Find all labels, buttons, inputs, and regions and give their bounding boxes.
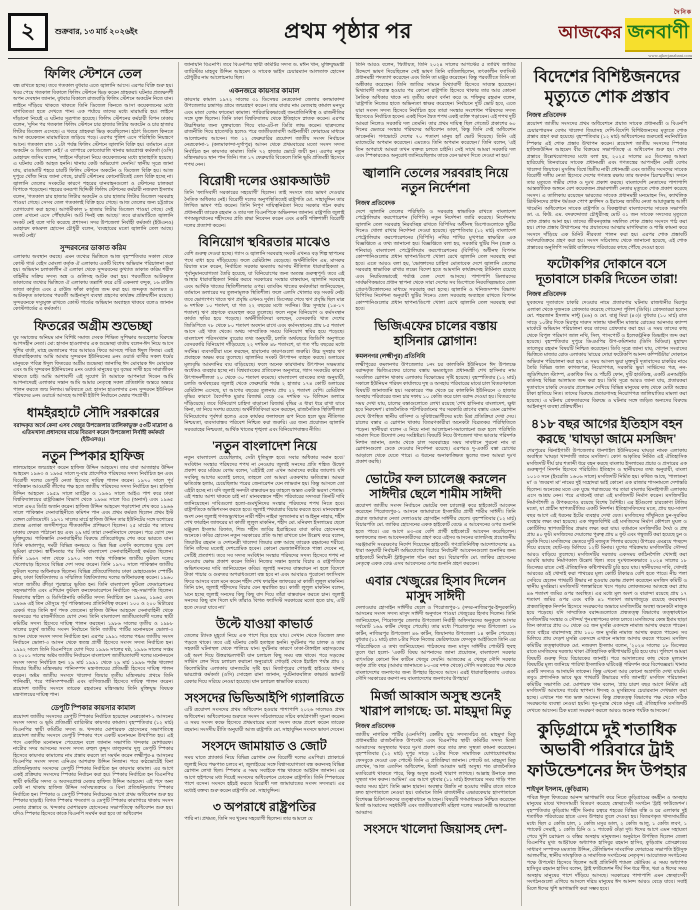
article-paragraph: ত্রয়োদশ জাতীয় সংসদ নির্বাচনে ভোটের ফল চ্যালেঞ্জ করে হাইকোর্টে আবেদন করেছেন পিরোজপুর-১ আসনে জামায়াতে ইসলামীর প্রার্থী শামীম সাঈদী। তিনি প্রয়াত জামায়াত নেতা দেলাওয়ার হোসাইন সাঈদীর ছেলে। বৃহস্পতিবার (১২ মার্চ) বিচারপতি মো. জাকির হোসেনের একক হাইকোর্ট বেঞ্চে এ আবেদনের ওপর শুনানি হতে পারে। এর আগে ৪৩-এর বেশি প্রার্থী হাইকোর্টে আবেদন করেছিলেন। ফলাফলের জন্য আবেদনকারীদের গ্রহণ করে এইসব আসনের ব্যালটসহ প্রয়োজনীয় সরঞ্জামাদি সংরক্ষণের নির্দেশ দিয়েছেন হাইকোর্ট। গণপ্রতিনিধিত্ব আদেশাদেশের ৪৯ ধারা অনুযায়ী নির্বাচনী অভিযোগের বিচারে 'নির্বাচনী' আবেদনগুলো শুনানির জন্য হাইকোর্টে নির্বাচনী ট্রাইব্যুনাল গঠন করা হয়। বিচারপতি মো. জাকির হোসেনের নেতৃত্বে একক বেঞ্চ এসব আবেদনের ওপর শুনানি গ্রহণ করবেন। <box>355 503 516 567</box>
article-paragraph: বন্ধ রাখতে হচ্ছে। তবে গতকাল বুধবার এতে জ্বালানি আসে। এরপর বিক্রি শুরু হয়। খবর পেয়ে গতকাল বিকালে ফিলিং স্টেশনে ভিড় করেন গ্রাহকরা। ঘটনার প্রত্যক্ষদর্শী অপন দেবস্থান জানান, বুধবার বিকালে রাজবাড়ি ফিলিং স্টেশনে অকটেন নিতে যান। লাইনে দাঁড়িয়ে থাকতে থাকতে তিনি ডিজেল কিনতে আসা কয়েকজনের মধ্যে বাগবিতণ্ডা হতে দেখতে পান। এক পর্যায়ে তাদের মধ্যে মারামারি হয়। লাইনে দাঁড়ানো নিয়েই এ ঘটনার সূত্রপাত হয়েছে। ফিলিং স্টেশনের কর্মচারী বিপন ঢাকায় বলেন, 'দুদিন পর গতকাল ফিলিং স্টেশনে চার হাজার লিটার অকটেন ও চার হাজার লিটার ডিজেল এসেছে। এ খবরে গ্রাহকরা ভিড় করেছিলেন। হঠাৎ ডিজেল কিনতে আসা কয়েকজন মারামারিতে জড়িয়ে পড়ে। এরপর পুলিশ এসে পরিস্থিতি নিয়ন্ত্রণে আনে। গতকাল রাত ১১টা পর্যন্ত ফিলিং স্টেশনে জ্বালানি বিক্রি হয়। বর্তমানে এতে অকটেন ও ডিজেল নেই।' এ ব্যাপারে কোতোয়ালি থানার ভারপ্রাপ্ত কর্মকর্তা (ওসি) মোহাম্মদ জসিম বলেন, 'লাইনে দাঁড়ানো নিয়ে কয়েকজনের মধ্যে হাতাহাতি হয়েছে। এ ঘটনায় কেউ আহত হননি। থানায় কেউ অভিযোগ দেননি।' স্থানীয় সূত্রে জানা যায়, রাঙামাটি শহরে চারটি ফিলিং স্টেশনে অকটেন ও ডিজেল বিক্রি হয়। আজ দুপুরে খোঁজ নিয়ে জানা গেছে, চারটি স্টেশনের কোনোটিতেই তেল বিক্রি হচ্ছে না। জ্বালানি তেলের সংকটের কারণে শহরের যানবাহনগুলো ও স্টেশনের চালকরা বিপাকে পড়েছেন। শহরের বনরূপা ছিদ্দিকী ফিলিং স্টেশনের কর্মচারী নজরুল ইসলাম বলেন, 'গতকাল চার হাজার লিটার অকটেন ও চার হাজার লিটার ডিজেল সরবরাহ পাওয়া গেছে। সেসব তেল গতকালই বিক্রি হয়ে গেছে। আজ তেলের জন্য চট্টগ্রামে যোগাযোগ করা হচ্ছে। আগামীকাল ৮ হাজার লিটার ডিজেল পাওয়া গেছে। সেই তেল এখনো এসে পৌঁছায়নি। আট দিনই বন্ধ আছে।' তবে রাঙামাটিতে জ্বালানি সংকট নেই বলে দাবি করেছে প্রশাসন। সদর উপজেলা নির্বাহী কর্মকর্তা (ইউএনও) মোহাম্মদ কামরুল হোসেন চৌধুরী বলেন, 'ব্যবহারের মতো জ্বালানি তেল আছে। সংকট নেই।' <box>13 84 174 239</box>
article-headline-large: কুড়িগ্রামে দুই শতাধিক অভাবী পরিবারে ট্রাই ফাউন্ডেশনের ঈদ উপহার <box>527 720 687 780</box>
article-paragraph: সময় ঘাতে প্ল্যাকার্ড নিয়ে বিভিন্ন স্লোগান দেন বিরোধী দলের এমপিরা। প্ল্যাকার্ডে জুলাই নিয়ে পক্ষপাত চলবে না, জুলাইয়ের সঙ্গে বিশ্বাসযোগ্যতা বন্ধ করুনসহ বিভিন্ন স্লোগান লেখা ছিল। স্পিকার এ সময় সবাইকে শান্ত থাকতে আহ্বান জানান। এর আগে হুইপদের মধ্য দিয়েই সংসদের অধিবেশনে ঢোকেন রাষ্ট্রপতি। তিনি স্পিকারের পাশে বসেন। সংসদে হইচই করতে বিরোধী দল জামায়াতের সংসদ সদস্যরা। এর মধ্যেই বক্তব্য শুরু করেন রাষ্ট্রপতি মো. সাহাবুদ্দিন। <box>184 756 345 794</box>
article-paragraph: দেশে জ্বালানি তেলের পরিস্থিতি ও সরবরাহ স্বাভাবিক রাখতে বাংলাদেশ পেট্রোলিয়াম করপোরেশন (বিপিসি) নতুন নির্দেশনা জারি করেছে। নির্দেশনায় জ্বালানি তেল সরবরাহ নিরবচ্ছিন্ন রাখতে বিপিসির অধীনস্থ ডিপোগুলোকে ছুটির দিনেও খোলা রাখার নির্দেশনা দেওয়া হয়েছে। বৃহস্পতিবার (১২ মার্চ) বাংলাদেশ পেট্রোলিয়াম করপোরেশনের (বিপিসি) নথির শাখির মুখপাত্র স্বাক্ষরিত এক বিজ্ঞপ্তিতে এ তথ্য জানানো হয়। বিজ্ঞপ্তিতে বলা হয়, সরকারি ছুটির দিন (শুক্র ও শনিবার) বাংলাদেশ পেট্রোলিয়াম করপোরেশনের (বিপিসি) অধীনস্থ বিপণন কোম্পানিগুলোর প্রধান স্থাপনা/ডিপো খোলা রেখে জ্বালানি তেল সরবরাহ করা হবে। এতে আরও বলা হয়, 'ভোক্তাদের চাহিদা মোতাবেক দেশে জ্বালানি তেলের সরবরাহ স্বাভাবিক রাখার লক্ষ্যে বিদেশ হতে আমদানি কার্যক্রমসহ টার্মিনাল রয়েছে এবং নিয়মিতভাবেই পর্যাপ্ত তেল দেশে আসছে। পাশাপাশি ডিলারদের সার্বক্ষণিকভাবে প্রধান স্থাপনা থেকে সারা দেশের সব ডিপোতে নিরবচ্ছিন্নভাবে তেল প্রেরণ/উত্তোলনের মাধ্যমে সরবরাহ করা হচ্ছে। জ্বালানি ও খনিজসম্পদ বিভাগ/বিপিসির নির্দেশনা অনুযায়ী ছুটির দিনেও তেল সরবরাহ অব্যাহত রাখতে বিপণন কোম্পানিগুলোর প্রধান স্থাপনা/ডিপো খোলা রেখে জ্বালানি তেল সরবরাহ করা হবে। <box>355 209 516 312</box>
article-headline: ধামইরহাটে সৌদি সরকারের <box>26 405 160 420</box>
article-headline: বিরোধী দলের ওয়াকআউট <box>199 174 330 188</box>
article-headline: ফিলিং স্টেশনে তেল <box>44 67 142 81</box>
article-paragraph: বেশি গুরুত্ব দেওয়া হচ্ছে। গ্যাস ও জ্বালানি সরবরাহ সংকট এখনও বড় শিল্প স্থাপনের পথে বাধা হয়ে দাঁড়িয়েছে। ফলে রেমিট্যান্স বেড়েছে। অর্থনীতিবিদ এম. মাসরুর রিয়াজ মনে করেন, নির্বাচিত সরকার ক্ষমতায় আসায় নীতিগত ধারাবাহিকতা ও পূর্বানুমানযোগ্যতা তৈরি হয়েছে, যা বিনিয়োগের জন্য অত্যন্ত গুরুত্বপূর্ণ। তবে এই আস্থার ধারাবাহিকতা নির্ভর করবে সরকারের সংস্কার বাস্তবায়ন, জ্বালানি সরবরাহ এবং আর্থিক খাতের স্থিতিশীলতার ওপর। ব্যাংকিং খাতের কর্মকর্তারা জানিয়েছেন, বর্তমানে ডলারের দর তুলনামূলক স্থিতিশীল। ফলে এলসি খোলার বড় সংকট নেই। তবে ভোগ্যপণ্য খাতে ঋণ প্রবৃদ্ধি এখনও দুর্বল। ডিসেম্বর শেষে ঋণ প্রবৃদ্ধি ছিল মাত্র ৬ দশমিক ১০ শতাংশ, যা গত ২২ বছরের মধ্যে সর্বনিম্ন। উচ্চ সুদহার (১৪-১৭ শতাংশ) ঋণ গ্রহণকে ব্যয়বহুল করে তুলেছে। ফলে নতুন বিনিয়োগ ও কর্মসংস্থান কার্যত স্থবির হয়ে পড়েছে। অর্থনীতিবিদরা বলছেন, বেসরকারি খাত দেশের জিডিপিতে ৭৮ থেকে ৮০ শতাংশ অবদান রাখে এবং কর্মসংস্থানের প্রায় ৮৫ শতাংশ আসে এই খাত থেকে। অথচ সাম্প্রতিক সময়ে বিনিয়োগ স্থবির হয়ে পড়েছে। বাংলাদেশ পরিসংখ্যান ব্যুরোর তথ্য অনুযায়ী, চলতি অর্থবছরে জিডিপি অনুপাতে বেসরকারি বিনিয়োগ দাঁড়িয়েছে ২২ দশমিক ৪৮ শতাংশে, যা গত পাঁচ বছরের মধ্যে সর্বনিম্ন। ব্যবসায়ীরা মনে করছেন, হারানোর কারণগুলো জরুরি। উচ্চ সুদহার ঋণ প্রবাহকে অক্ষম করে তুলেছে। জ্বালানির সংকট উৎপাদন ব্যাহত করছে। ডলারের মূল্যবৃদ্ধি আমদানির ব্যয় বাড়িয়েছে। ফলে অনেক কারখানায় উৎপাদন সক্ষমতার অর্ধেকও ব্যবহার হচ্ছে না। বিশ্বব্যাংকের প্রতিবেদন অনুসারে, গ্যাস সংকটের কারণে উৎপাদনশীলতা ২০ থেকে ৩০ শতাংশ কমেছে। বাংলাদেশ ব্যাংকের তথ্য অনুযায়ী, চলতি অর্থবছরের জুলাই থেকে ফেব্রুয়ারি পর্যন্ত ২ হাজার ১৭৪ কোটি ডলারের রেমিট্যান্স এসেছে, যা আগের বছরের তুলনায় প্রায় ২২ শতাংশ বেশি। রেমিট্যান্স বৃদ্ধির কারণে বৈদেশিক মুদ্রার রিজার্ভ বেড়ে ৩৪ দশমিক ৭৮ বিলিয়ন ডলারে দাঁড়িয়েছে। তবে বিনিয়োগ চাহিদা বাড়ানো রিজার্ভ বৃদ্ধির এ ধারা ধরে রাখা যাবে কিনা, তা নিয়ে সংশয় রয়েছে। অর্থনীতিবিদরা মনে করছেন, রাজনৈতিক স্থিতিশীলতা বিনিয়োগের পূর্বশর্ত হলেও একে কার্যকর ফলাফলে রূপ নিতে হলে ক্ষুদ্র নীতিগত নিশ্চয়তা, ব্যবসাবান্ধব পরিবেশ নিশ্চিত করা জরুরি। এর জন্য প্রয়োজন জ্বালানি সরবরাহের নিশ্চয়তা, আর্থিক খাতের শৃঙ্খলা এবং বিনিয়োগবান্ধব নীতি। <box>184 252 345 433</box>
article-headline: সংসদের ভিভিআইপি গ্যালারিতে <box>184 691 344 705</box>
page-number-box <box>8 13 48 51</box>
article-paragraph: লালমোহনে জন্মগ্রহণ করেন হাফিজ উদ্দিন আহমেদ। তার বাবা আজাহার উদ্দিন আহমেদ ১৯৬৩ ও ১৯৬৫ সালে দু-বার প্রাদেশিক পরিষদের সদস্য নির্বাচিত হন এবং বিরোধী দলের ডেপুটি নেতা হিসেবে দায়িত্ব পালন করেন। ১৯৭০ সালে পূর্ব পাকিস্তান আওয়ামী লীগের পক্ষ হতে জাতীয় পরিষদের সদস্য নির্বাচিত হন। হাফিজ উদ্দিন আহমেদ ১৯৫৯ সালে ম্যাট্রিক ও ১৯৬১ সালে আইএ পাশ করে ঢাকা বিশ্ববিদ্যালয়ের রাষ্ট্রবিজ্ঞান বিভাগ থেকে ১৯৬৪ সালে বিএ (অনার্স) এবং ১৯৬৫ সালে এমএ ডিগ্রি অর্জন করেন। হাফিজ উদ্দিন আহমেদ পড়াশোনা শেষ করে ১৯৬৬ সালে পাকিস্তান সেনাবাহিনীতে কমিশন পান এবং প্রথম কর্মরত ছিলেন প্রথম ইস্ট বেঙ্গল রেজিমেন্টে। ১৯৭১ সালের মার্চে হাফিজ উদ্দিন তার ইউনিটের সঙ্গে যশোরের প্রত্যন্ত এলাকা জগদীশপুরে শীতকালীন প্রশিক্ষণে ছিলেন। ২৫ মার্চের পর তাদের ঢাকায় ফেরত পাঠানো হয় এবং ২৯ মার্চ তারা সেনানিবাসে ফেরেন। পরে যোগ দেন মুক্তিযুদ্ধে। পাকিস্তানি সেনাবাহিনীর বিরুদ্ধে প্রতিরোধযুদ্ধ শেষ করে ভারতে যান। তিনি কামালপুর, দময়ী বিভিন্ন কনভয়ে ও ভিন্ন ভিন্ন এফসি কলেজের যুদ্ধে বেশ ভূমিকা রাখেন। স্বাধীনতার পর তিনি বাংলাদেশ সেনাবাহিনীতেই কর্মরত ছিলেন। তিনি ১৯৬৭ সাল থেকে ১৯৭০ সাল পর্যন্ত পাকিস্তান জাতীয় ফুটবল দলের খেলোয়াড় হিসেবে বিভিন্ন দেশ সফর করেন। তিনি ১৯৭০ সালে পাকিস্তান জাতীয় ফুটবল দলের অধিনায়ক ছিলেন। বিভিন্ন প্রতিযোগিতায় ঢাকা মোহামেডান স্পোর্টিং ক্লাব, ঢাকা বিশ্ববিদ্যালয় ও সম্মিলিত বিশ্ববিদ্যালয় দলের অধিনায়কত্ব করেন। ১৯৬০ সালে জাতীয় ক্রীড়া পুরস্কারে ভূষিত হন। তিনি বাংলাদেশ ফুটবল ফেডারেশনের সহসভাপতি এবং এশিয়ান ফুটবল কনফেডারেশনে নির্বাচিত সহ-সভাপতি ছিলেন। বিভাগের স্বপ্নিল ও ডিসিপ্লিনারি কমিটির সদস্য নির্বাচিত হন ১৯৬৪, ১৯৬৫ এবং ১৯৬৬ এই তিন মৌসুমে পূর্ব পাকিস্তানের প্রতিনিধিত্ব করেন। ১০০ ও ২০০ মিটারের রেকর্ড গড়ে তিনি স্বর্ণ পদক জেতেন। হাফিজ উদ্দিন আহমেদ সেনাবাহিনী থেকে অবসরের পর রাজনীতিতে যোগ দেন। তিনি বাংলাদেশ জাতীয়তাবাদী দলের স্থায়ী কমিটির সদস্য হিসেবে দায়িত্ব পালন করছেন। ১৯৮৬ সালের তৃতীয় ও ১৯৮৮ সালের চতুর্থ জাতীয় সংসদ নির্বাচনে তিনি জাতীয় পার্টির মনোনয়নে ভোলা-৩ আসন থেকে সংসদ সদস্য নির্বাচিত হন। এরপর ১৯৯১ সালের পঞ্চম জাতীয় সংসদ নির্বাচনে ভোলা-৩ আসন থেকে স্বতন্ত্র প্রার্থী হিসেবে সংসদ সদস্য নির্বাচিত হন। ১৯৯২ সালে তিনি বিএনপিতে যোগ দিয়ে ১৯৯৬ সালের ষষ্ঠ, ১৯৯৬ সালের সপ্তম ও ২০০১ সালের অষ্টম জাতীয় নির্বাচনে বাংলাদেশ জাতীয়তাবাদী দলের মনোনয়নে সংসদ সদস্য নির্বাচিত হন। ২৯ মার্চ ১৯৯১ থেকে ২৯ মার্চ ১৯৯৬ পর্যন্ত খালেদা জিয়ার দ্বিতীয় মন্ত্রিসভায় পানিসম্পদ মন্ত্রণালয়ের প্রতিমন্ত্রী হিসেবে দায়িত্ব পালন করেন। অষ্টম জাতীয় সংসদে খালেদা জিয়ার তৃতীয় মন্ত্রিসভায় প্রথমে তিনি পানিমন্ত্রী, পরে পানিসম্পদমন্ত্রী এবং বাণিজ্যমন্ত্রী হিসেবে দায়িত্ব পালন করেন। ত্রয়োদশ জাতীয় সংসদে তারেক রহমানের মন্ত্রিসভায় তিনি মুক্তিযুদ্ধ বিষয়ক মন্ত্রণালয়ের দায়িত্ব পান। <box>13 465 174 699</box>
article-byline: নিজস্ব প্রতিবেদক <box>355 200 396 207</box>
article-headline-large: বিদেশের বিশিষ্টজনদের মৃত্যুতে শোক প্রস্তাব <box>533 67 680 107</box>
article-paragraph: কায়সার কামাল ১৯৭২ সালের ৩১ ডিসেম্বর নেত্রকোনা জেলার কলমাকান্দা উপজেলার চন্দ্রাগড় গ্রামে জন্মগ্রহণ করেন। তার বাবার নাম মেজবাহ কামাল মনসুর এবং মাতা বেগম ফাতেমা কামাল। পারিবারিকভাবেই জনপ্রতিনিধিত্ব ও রাজনীতির সঙ্গে যুক্ত ছিলেন। তিনি ঢাকা বিশ্ববিদ্যালয় থেকে ইতিহাসে স্নাতক করেন। এরপর উচ্চশিক্ষার জন্য যুক্তরাজ্যে গিয়ে বার-এট-ল ডিগ্রি লাভ করেন। ছাত্রদলের রাজনীতি দিয়ে হাতেখড়ি হলেও পরে জাতীয়তাবাদী আইনজীবী ফোরামের মাধ্যমে আলোচনায় আসেন। গত ১২ ফেব্রুয়ারির ত্রয়োদশ জাতীয় সংসদ নির্বাচনে নেত্রকোনা-১ (কলমাকান্দা-দুর্গাপুর) আসন থেকে প্রথমবারের মতো সংসদ সদস্য নির্বাচিত হন কায়সার কামাল। তিনি ৭২ হাজার ভোটে জয়ী হন। এরপর নতুন মন্ত্রিসভায়ও স্থান পান তিনি। গত ১৭ ফেব্রুয়ারি বিকেলে তিনি ভূমি প্রতিমন্ত্রী হিসেবে শপথ নেন। <box>184 97 345 168</box>
news-column-2 <box>178 62 349 906</box>
article-headline: ৪১৮ বছর আগের ইতিহাস বহন করছে 'ঘাঘড়া জামে মসজিদ' <box>530 416 683 446</box>
article-headline: ৩ অপরাধে রাষ্ট্রপতির <box>212 800 316 814</box>
article-paragraph: জানায়নি বিএনপি। তবে বিএনপির স্থায়ী কমিটির সদস্য ড. মঈন খান, মুক্তিযুদ্ধমন্ত্রী ব্যারিস্টার মাহবুব উদ্দিন আহমেদ ও সাবেক ভাইস চেয়ারম্যান আলতাফ হোসেন চৌধুরীর নাম আলোচনায় ছিল। <box>184 63 345 81</box>
article-paragraph: যুব সমাজের অনিয়ম মান বিশিষ্ট সমাজ সেবক শিক্ষিত সুশিক্ষার অবহেলার বিরুদ্ধে আপসহীন নেতা। মো: হাসান হাওলাদার এক শুভেচ্ছা বার্তায় বলেন-ঈদ নিয়ে আসে খুশির বার্তা, মাহে রমজানের পরে আবারও ফিরে আসছে পবিত্র ঈদুল ফিতর। এরই ধারাবাহিকতায় আমি আমার সুন্দরবন ইউনিয়নের ৪নং ওয়ার্ড বাসীর সকল ধর্মের মানুষকে পবিত্র ঈদুল ফিতরের অগ্রীম শুভেচ্ছা জানাচ্ছি ঈদ মোবারক ঈদ মোবারক এবং আমি সুন্দরবন ইউনিয়নের ৪নং ওয়ার্ড মানুষের যুব বৃদ্ধের সাথী হয়ে সারাজীবন থাকতে চাই। আমি আশাবাদী এই সুযোগ টা আমাকে আপনারা দিবেন আমি আপনাদেরই এলাকার সন্তান আমি আমার নেতৃত্বে সকল প্রতিশ্রুতি অন্তরে অন্তরে পালন করতে জন্ম নিলাম। ভবিষ্যতে মো: হাসান হাওলাদার ৫নং সুন্দরবন ইউনিয়ন পরিষদের ৪নং ওয়ার্ডে আসছে আগামী ইউপি নির্বাচনে মেম্বার পদপ্রার্থী। <box>13 335 174 399</box>
masthead <box>559 7 692 58</box>
article-headline: ফটোকপির দোকানে বসে দূতাবাসে চাকরি দিতেন তারা! <box>535 257 678 287</box>
article-headline: সংসদে খালেদা জিয়াসহ দেশ- <box>364 822 508 836</box>
article-paragraph: লক্ষ্মীপুরের কমলনগর উপজেলার ১নং চর কালকিনি ইউনিয়নে ঈদ উপলক্ষে বরাদ্দকৃত ভিজিএফের চালের বস্তায় ক্ষমতাচ্যুত প্রধানমন্ত্রী শেখ হাসিনার নাম সংবলিত স্লোগান থাকায় এলাকায় বিক্ষোভের সৃষ্টি হয়েছে। বৃহস্পতিবার (১২ মার্চ) সকালে ইউনিয়ন পরিষদ কার্যালয়ে দুস্থ ও অসহায় পরিবারের মাঝে চাল বিতরণকালে বিষয়টি জানাজানি হয়। সরকারের পক্ষ থেকে চর কালকিনি ইউনিয়নে ৩ হাজার অসহায় পরিবারের জন্য চার দফায় ১০ কেজি করে চাল বরাদ্দ দেওয়া হয়। বিতরণের সময় দেখা যায়, চালের বস্তাগুলোতে লেখা রয়েছে 'শেখ হাসিনার বাংলাদেশ, ক্ষুধা হবে নিরুদ্দেশ'। রাজনৈতিক পটপরিবর্তনের পর সরকারি ত্রাণের বস্তায় এমন স্লোগান দেখে উপস্থিত স্থানীয় বাসিন্দা ও সুবিধাভোগীদের মধ্যে মিশ্র প্রতিক্রিয়া দেখা দেয়। চালের বস্তার এ স্লোগান থাকায় বিতরণকারীরা অনেকটা বিব্রতকর পরিস্থিতিতে পড়েন। স্থানীয়রা বলেন এ নিয়ে নানা আলোচনা-সমালোচনা শুরু হলে পরিস্থিতি সামাল দিতে উদ্যোগ নেয় সংশ্লিষ্টরা। বিষয়টি নিয়ে উপজেলা খাদ্য ভাণ্ডার পরিদর্শক নিশান জানান, গুদাম থেকে চাল সরবরাহের সময় সাবধানে পুরনো নাম বা স্লোগানগুলো ঢেকে দেওয়ার নির্দেশনা রয়েছে। এরপরও দু-একটি বস্তা চোখের আড়ালে থেকে যেতে পারে। এ ধরনের অনাকাঙ্ক্ষিত ভুলের জন্য আমরা দুঃখ প্রকাশ করছি। <box>355 362 516 465</box>
article-headline: 'নতুন বাংলাদেশ নিয়ে <box>211 439 318 453</box>
article-byline: নিজস্ব প্রতিবেদক <box>526 292 567 299</box>
article-headline: ভোটের ফল চ্যালেঞ্জ করলেন সাঈদীর ছেলে শামীম সাঈদী <box>365 471 507 501</box>
masthead-brand-part1: আজকের <box>558 22 622 42</box>
article-paragraph: এলাকায় অবস্থান করছে। এমন তথ্যের ভিত্তিতে আজ বৃহস্পতিবার সকাল থেকে কোস্ট গার্ড বেইস মোংলা কর্তৃক ঐ এলাকায় একটি বিশেষ অভিযান পরিচালনা করা হয়। অভিযান চলাকালীন ঐ এলাকা থেকে সুন্দরবনের কুখ্যাত ডাকাত করিম শরীফ বাহিনীর সক্রিয় সদস্য অস্ত্র ও গুলিসহ আটক করা হয়। পরবর্তীতে আটককৃত ডাকাতের তথ্যের ভিত্তিতে ঐ এলাকায় তল্লাশি করে ৫টি একনলা বন্দুক, ১৬ রাউন্ড তাজা কার্তুজ এবং ৫ রাউন্ড ফাঁকা কার্তুজ জব্দ করা হয়। জব্দকৃত আলামত ও আটককৃত ডাকাতের পরবর্তী আইনানুগ ব্যবস্থা গ্রহণের কার্যক্রম প্রক্রিয়াধীন রয়েছে। সুন্দরবনকে দস্যুমুক্ত রাখতে কোস্ট গার্ডের অভিযান অব্যাহত থাকবে বলেও জানান কোস্টগার্ডের এ কর্মকর্তা। <box>13 255 174 312</box>
page-number: ২ <box>20 17 36 43</box>
article-byline: শাইখুল ইসলাম, (কুড়িগ্রাম) <box>526 786 589 793</box>
article-headline: সংসদে জামায়াত ও জোট <box>202 739 327 753</box>
article-paragraph: নতুন বাংলাদেশ চেয়েছিলাম, সেটা ধূলিমুক্ত হবে। সবার অধিকার সমান হবে।' সংবিধান সংস্কার পরিষদের শপথ না নেওয়ায় জুলাই সনদের প্রতি শঙ্কিত উদ্বেগ প্রকাশ করে মরিয়ম বেগম বলেন, 'এইটাই তো এখন আমাদের কষ্টের জায়গা। যদি সবকিছু আগের মতোই চলবে, তাহলে তো আমরা এককথায় ক্ষতিগ্রস্ত। আমরা ক্ষতিগ্রস্ত হলাম, চেয়েছিলাম পরের জেনারেশন যেন লাভবান হয়। কিন্তু আসলে তো এইটা হচ্ছে না। যদি জুলাই সনদটা বাস্তবায়ন হয় তাহলে অন্তত একটা ভরসা পেতাম। এই শঙ্কায় আশা থাকতে চাই না।' মানববন্ধনে শহীদ পরিবারের সদস্যরা তিনটি দাবি জানিয়েছেন। দাবিগুলো হলো-গুমখুনিদের সংস্কার পরিষদের শপথ নিতে হবে। রাষ্ট্রপতিকে অভিশংসন করতে হবে। জুলাই পথযাত্রার বিচার করতে হবে। মানববন্ধনে অংশ নেন জুলাই গণঅভ্যুত্থানে নারী শহীদ নাইমা সুলতানার মা আইনুন নাহার, শহীদ শেখ ফারহিন জাফরের মা কাজী লুলুল মাকনিন, শহীদ মো. মনিরুল ইসলামের ছেলে মঞ্জুরুল ইসলাম রিফাত, শিশু শহীদ জাবির ইব্রাহিমের বাবা কবির হোসেনসহ অনেকে। কবির হোসেন নতুন সরকারের প্রতি আস্থা রাখতে চান উল্লেখ করে বলেন, জিয়াউর রহমান ও দেশনেত্রী খালেদা জিয়ার রক্ত আছে তারেক রহমানের শরীরে। তিনি তাঁদের মতোই দেশপ্রেমিক হবেন। কোনো ভেজালনীতিকে পাত্তা দেবেন না, সেটিই প্রত্যাশা। তবে সব সদস্য সংবিধান সংস্কার পরিষদের সদস্য হিসেবে শপথ না নেওয়ায় ক্ষোভ প্রকাশ করেন তিনি। নিজের সন্তান হত্যার বিচার ও রাষ্ট্রপতিকে অভিশংসনের দাবি জানিয়েছেন কবির। জুলাই সনদের বাস্তবায়ন না হলে বিদেশে টাকা পাচার ও গুরুতর অপরাধগুলো বন্ধ হবে না এবং আবারও পুরোনো ফ্যাসিবাদ ফিরে আসবে বলে মনে করেন শহীদ শেখ ফারহিন জাফরের মা কাজী লুলুল মাকনিন। তিনি চান, জুলাই শহীদদের বিচার যেন ত্বরান্বিত হয়। কাজী লুলুল মাকনিন বলেন, 'মনে হচ্ছে জুলাই সনদের কিছু কিছু বাদ দিয়ে তাঁরা বাস্তবায়ন করতে চান। জুলাই সনদের কিছু বাদ দিলে যদি তাঁরাও বিগত ফ্যাসিস্ট সরকারের মতো হতে চায়, এটি হতে দেওয়া যাবে না।' <box>184 456 345 611</box>
article-paragraph: ত্রয়োদশ জাতীয় সংসদের প্রথম অধিবেশনে প্রয়াত সাবেক প্রধানমন্ত্রী ও বিএনপি চেয়ারপারসন বেগম খালেদা জিয়াসহ দেশি-বিদেশি বিশিষ্টজনদের মৃত্যুতে শোক প্রস্তাব গ্রহণ করা হয়েছে। বৃহস্পতিবার (১২ মার্চ) অধিবেশনের শুরুতেই নবনির্বাচিত স্পিকার এই শোক প্রস্তাব উত্থাপন করেন। ত্রয়োদশ জাতীয় সংসদের স্পিকার হাফিজউদ্দিন আহমেদ বীর বিক্রমের সভাপতিত্বে এ অধিবেশন শুরু হয়। শোক প্রস্তাবে উল্লেখযোগ্যদের মধ্যে বলা হয়, ২০২৫ সালের ৪৫ ডিসেম্বর আমরা হারিয়েছি তিনবারের সাবেক প্রধানমন্ত্রী এবং গণতন্ত্রের আপসহীন নেত্রী বেগম খালেদা জিয়াকে। মুসলিম বিশ্বে দ্বিতীয় নারী প্রধানমন্ত্রী এবং জাতীয় সংসদের সাবেক বিরোধী দলীয় নেতা হিসেবে দেশের গণতন্ত্র রক্ষায় তার অবদান চিরস্মরণীয়। সদনে তার মৃত্যুতে গভীর শোক ও দুঃখ প্রকাশ করছে। বাংলাদেশি নেতাদের পাশাপাশি আন্তর্জাতিক অঙ্গনে বেশ কয়েকজন প্রভাবশালী নেতার মৃত্যুতে শোক প্রকাশ করেছে সংসদ। এ তালিকায় রয়েছেন ভারতের সাবেক প্রধানমন্ত্রী মনমোহন সিং, ক্যাথলিক খ্রিস্টানদের প্রধান ধর্মগুরু পোপ ফ্রান্সিস ও ইরানের জাতীয় নেতা আয়াতুল্লাহ আলী খামেনি। অধিবেশনে সাবেক রাষ্ট্রপতি ও বিকল্পধারা বাংলাদেশের সাবেক সভাপতি ডা. এ. কিউ. এম. বদরুদ্দোজা চৌধুরীসহ মোট ৩১ জন সাবেক সদস্যের মৃত্যুতে শোক প্রস্তাব আনা হয়। তাদের জীবনবৃত্তান্ত সম্বলিত শোক প্রস্তাব সংসদে পাঠ করা হয়। শোক প্রস্তাব উত্থাপনের পর প্রয়াতদের আত্মার মাগফিরাত ও শান্তি কামনা করে সংসদে দাঁড়িয়ে এক মিনিট নীরবতা পালন করা হয়। এরপর শোক প্রস্তাবটি সর্বসম্মতিক্রমে গ্রহণ করা হয়। সংসদ সচিবালয় থেকে জানানো হয়েছে, এই শোক প্রস্তাবের অনুলিপি সংশ্লিষ্ট ব্যক্তিদের পরিবারের কাছে পৌঁছে দেওয়া হবে। <box>526 122 687 251</box>
article-paragraph: এটি ত্রয়োদশ সংসদের প্রথম অধিবেশন হওয়ার পাশাপাশি ২০২৬ সালেরও প্রথম অধিবেশন। অধিবেশনের শুরুতে সংসদ সচিবালয়ের সচিব কার্যপ্রণালী সূচনা করেন। এ সময় সংসদ কক্ষে হিসেবে প্রথমবারের মতো সংসদ কক্ষে প্রবেশ করেন তারেক রহমান। সংসদীয় রীতি অনুযায়ী আজ রাষ্ট্রপতি মো. সাহাবুদ্দিন সংসদে ভাষণ দেবেন। <box>184 708 345 733</box>
masthead-tagline: দৈনিক <box>673 9 692 16</box>
article-paragraph: তেলের ট্যাংক মুহূর্তে নিয়ে এক পাশে ছিদ্র হয়ে যায়। সেখান থেকে ডিজেল দ্রুত পড়তে থাকে। তবে এই ঘটনায় কেউ হতাহত হননি। দুর্ঘটনার পর চালক ও তার সহকারী ঘটনাস্থল থেকে পালিয়ে যান। দুর্ঘটনার কারণে ঢাকা-টাঙ্গাইল মহাসড়কের ওই অংশ দিয়ে উত্তরাঞ্চলগামী যান চলাচল কিছু সময় বন্ধ থাকে। পরে সড়কের সার্ভিস লেন দিয়ে চলাচল করানো অনুরোধে গোড়াই থেকে ইচাইল পর্যন্ত প্রায় ২ কিলোমিটার এলাকায় যানজটের সৃষ্টি হয়। মির্জাপুরের গোড়াই হাইওয়ে থানার ভারপ্রাপ্ত কর্মকর্তা (ওসি) সোহেল রানা জানান, দুর্ঘটনাকবলিত কাভার্ড ভ্যানটি রেকার দিয়ে সরিয়ে নেওয়া হয়েছে। যান চলাচল স্বাভাবিক রয়েছে। <box>184 634 345 685</box>
article-caption: বরাদ্দকৃত অর্থে কেনা এসব খেজুর উপজেলার তালিকাভুক্ত ৫৩টি মাদ্রাসা ও এতিমখানা প্রধানদের মাঝে বিতরণ করেন উপজেলা নির্বাহী কর্মকর্তা (ইউএনও)। <box>13 422 173 443</box>
article-subhead: একনজরে কায়সার কামাল <box>229 86 300 95</box>
news-columns <box>8 62 692 906</box>
news-column-1 <box>8 62 178 906</box>
issue-date: শুক্রবার, ১৩ মার্চ ২০২৬ইং <box>55 26 138 36</box>
article-byline: নিজস্ব প্রতিবেদক <box>355 723 396 730</box>
article-paragraph: শেরপুরের ঝিনাইগাতী উপজেলার ধানশাইল ইউনিয়নের ঘাঘড়া নামক এলাকায় অবস্থিত 'ঘাঘড়া খান্দাজী জামে মসজিদ'। কোণ আকৃতির নির্মিত এই ঐতিহাসিক মসজিদটি দীর্ঘ চার শতাব্দী ধরে বহন করছে বাংলায় ইসলামের প্রচার ও প্রসারের এক গুরুত্বপূর্ণ নিদর্শন হিসেবে পরিচিতি। ইতিহাস ও স্থানীয়দের তথ্য অনুযায়ী, বাংলা ১০১৩ সনে (ইংরেজি ১৬০৬ সালে) মসজিদটি নির্মিত হয়। কথিত আছে, 'পালাতনা মা' ও 'জবরদা মা' নামের দুই সহোদরা ভাই কোনো এক রাজার শাসনামলে দেশান্তরি ছিলেন। অনেকের মতে এক যুদ্ধে পরাজয়ের পর তারা বাংলার ঝিনাইগাতী এলাকায় এসে আশ্রয় নেন। পরে এখানেই তারা এই মসজিদটি নির্মাণ করেন। মসজিদটির নির্মাণশৈলী ও উপকরণেও রয়েছে বিশেষ বৈশিষ্ট্য। এর ইটগুলো চারকোণা টালির মতো, যা প্রাচীন স্থাপত্যরীতির একটি নিদর্শন। ইতিহাসবিদদের মতে, প্রায় ছয়-সাতশ বছর আগে এই ধরনের ইটের ব্যবহার দেখা যেত। মসজিদের গাঁথুনিতে চুন-সুরকির ব্যবহার লক্ষ্য করা হয়েছে। এক গম্বুজবিশিষ্ট এই মসজিদের নির্মাণ কৌশলে মুঘল ও কোটিলিয় স্থাপত্যরীতির প্রভাব লক্ষ্য করা যায়। বর্তমানে মসজিদটির দৈর্ঘ্য ও প্রস্থ প্রায় ৪০ ফুট। মসজিদের দেয়ালের পুরুত্ব প্রায় ৪ ফুট এবং গম্বুজটি করা হয়েছে চুন ও সুরকি দিয়ে। মসজিদের ভেতরে দুটি মজবুত পিলার রয়েছে। উপরের এমব্রয়ে পচ্ছন্দে দিয়ে রয়েছে ছোট-বড় মিলিয়ে ১২টি মিনার। যুগের পরিক্রমায় মসজিদটির সৌন্দর্য আরও বাড়িয়ে তুলেছে। মসজিদটির দরজায় একসময় কাঠিনশৈলি খোদাই করা আরবি ভাষায় নির্মাণকাল উল্লেখ ছিল। তবে দুঃখজনকভাবে ২০২৪ সালের ১৮ ডিসেম্বর রাতে সেই ঐতিহাসিক কষ্টিপাথরটি চুরি হয়ে যায়। স্থানীয়দের দাবি, খোদাই আরবের ওই খোদাই করা পাথরের মূল্য কোটি টাকারও বেশি হতে পারে। নীচ পলা সেবিয়ে হেলেন পাথরটি উদ্ধার না হওয়ায় ক্ষোভ প্রকাশ করেছেন মসজিদ কমিটি ও স্থানীয় মুসল্লিরা। মসজিদটি পলস্তারিতে খসে পড়ায় লোকজনের আতঙ্কে করা প্রায় ৪৬ শতাংশ জমির ওপর অবস্থিত। এর মধ্যে মূল অংশ ও বারান্দা রয়েছে প্রায় ১৭ শতাংশ জমির ওপর এবং বাকি ৪১ শতাংশ জায়গাজুড়ে রয়েছে কবরস্থান। প্রত্নতাত্ত্বিক নিদর্শন হিসেবে সংরক্ষণের অভাবে মসজিদটির অবস্থা অনেকটা নাজুক হয়ে পড়েছে। যদি সাম্প্রতিক বরাদ্দগুলোতে প্রত্নতত্ত্ব বিভাগের তত্ত্বাবধানে মসজিদটির সংস্কার ও সৌন্দর্য পুনঃস্থাপনের কাজ চলবে। মসজিদের কেন্দ্র ইমাম ছাড়া তিন কাতারে প্রায় ৩০ থেকে ৩৫ জন মুসল্লি একসঙ্গে নামাজ আদায় করতে পারেন। তবে বাইরে বারান্দাসহ প্রায় ১০০ জন মুসল্লি নামাজ আদায় করতে পারেন। সব মিলিয়ে প্রায় দেড়শ মুসল্লি একসঙ্গে এখানে নামাজ আদায় করতে পারেন। মসজিদ কমিটির তত্ত্বাবধায়ক মো. নজরুল ইসলাম বলেন, '২০২৪ সালের ১৮ ডিসেম্বর রাতে মসজিদের দরজায় থাকা ঐতিহাসিক কষ্টিপাথরটি চুরি হয়ে যায়। পুলিশে আমরা বিষয়টি গুরুত্ব দিয়ে বিচারকের জানাই। পরে আদালতের কাছ থেকে মূল্যবান বিষয়টির মূল্য জানিয়ে পারিখা ইসলামিক ঘটিবেঞ্জ পরিদর্শন করে বিশেষজ্ঞরা। খানার একটি সদস্যও আসায়নি তাকেন। কিন্তু এখনো আর কোনো অগ্রগতি দেখা যায়নি। তবুও প্রশাসনিক ভাবে ক্ষুদ্র পাথরটি উদ্ধারের দাবি জানাই।' মসজিদ পরিচালনা কমিটির সভাপতি মো. মোশারফ খান বলেন, 'প্রায় চারশ বছর আগে নির্মিত এই মসজিদটি আমাদের গর্বের স্থাপনা। ঈদসহ ও মুসল্লিদের চেয়ারম্যান দেখভাল করা হচ্ছে। এখানে শত শত ভক্ত আসেন। কিন্তু প্রত্নতত্ত্ব বিভাগের পক্ষ থেকে সঠিক সংরক্ষণের ব্যবস্থা নেওয়া হয়নি। দূর-দূরান্ত থেকে মানুষ এই ঐতিহাসিক মসজিদটি দেখতে আসেন। ঠিক মতো সংরক্ষণ করলে আরও অনেক পর্যটক আসবেন।' <box>526 448 687 714</box>
article-paragraph: তিনি 'ফ্যাসিবাদী সরকারের সহযোগী' ছিলেন। তাই সংসদে তার ভাষণ দেওয়ার নৈতিক অধিকার নেই। বিরোধী দলের অনুপস্থিতিতেই রাষ্ট্রপতি মো. সাহাবুদ্দিন তার লিখিত ভাষণ পাঠ করেন। তিনি নিপুণ দায়িত্বনিষ্ঠতা নিয়ে সরকার গঠন করায় প্রধানমন্ত্রী তারেক রহমান ও তার দল বিএনপিকে অভিনন্দন জানান। রাষ্ট্রপতি জুলাই গণঅভ্যুত্থানের শহীদদের প্রতি শ্রদ্ধা নিবেদন করেন এবং একটি শক্তিশালী বিরোধী দলের প্রত্যাশা করেন। <box>184 191 345 229</box>
article-headline: নতুন স্পিকার হাফিজ <box>42 448 145 463</box>
article-headline: ফিতরের অগ্রীম শুভেচ্ছা <box>33 318 153 333</box>
article-paragraph: তিনি আরও বলেন, 'দ্বিতীয়ত, তিনি ২০২৪ সালের আগস্টের ৫ তারিখ জাতির উদ্দেশে ভাষণ দিয়েছিলেন সেই ভাষণ তিনি বাতিলছিলেন, তৎকালীন ফ্যাসিস্ট প্রধানমন্ত্রী পদত্যাগ করেছেন এবং তিনি তা মঞ্জুর করেছেন। কিন্তু পরবর্তীতে তিনি তা অস্বীকার করেছেন। তিনি জাতির সামনে মিথ্যাবাদী হিসেবে সাব্যস্ত হয়েছেন। মিথ্যাবাদী সাব্যস্ত হওয়ার পর কোনো রাষ্ট্রপতি হিসেবে থাকার তার আর কোনো নৈতিক অধিকার থাকে না। তৃতীয় কারণ বর্ণনা করে ড. শফিকুর রহমান বলেন, 'রাষ্ট্রপতি নিজের হাতে অভিন্যতা স্বাক্ষর করেছেন। নির্বাচনে দুটি ভোট হবে, এতে যারা সংসদ সদস্য হিসেবে নির্বাচিত হবে তারা সংস্কার সংশোধন পরিষদের সদস্য হিসেবেও নির্বাচিত হবেন। একই দিনে দ্বৈত শপথ একই ব্যক্তি পড়াবেন। এই শপথ দুটি আমরা নিলেও সরকারি দল তেমনি। তার প্রথম দায়িত্ব ছিল গেজেট প্রকাশের ৬০ দিনের ভেতরে সংস্কার পরিষদের অধিবেশন ডাকা, কিন্তু তিনি সেই অধিবেশন ডাকেননি। গণভোটে দেশের ৭০ শতাংশ মানুষ হ্যাঁ ভোট দিয়েছে। তিনি এই ম্যান্ডেটের অপমান করেছেন। এমতেও তিনি অপমান করেছেন।' তিনি বলেন, 'এই তিন অপরাধে আমরা তখন বক্তব্য চলতে চাইনি। সেই সাথে আমরা সরকারি দল এবং স্পিকারকেও অনুরোধ জানিয়েছিলাম তাকে যেন ভাষণ দিতে দেওয়া না হয়।' <box>355 63 516 159</box>
article-paragraph: জাতীয় নাগরিক পার্টির (এনসিপি) কেন্দ্রীয় যুগ্ম সদস্যসচিব ডা. মাহমুদা মিতু প্রধানমন্ত্রীর রাজনৈতিক উপদেষ্টা এবং বিএনপির স্থায়ী কমিটির সদস্য মির্জা আব্বাসের অসুস্থতার খবরে দুঃখ প্রকাশ করে তার দ্রুত সুস্থতা কামনা করেছেন। বৃহস্পতিবার (১২ মার্চ) দুপুর সাড়ে ১২টার দিকে সামাজিক যোগাযোগমাধ্যম ফেসবুকে দেওয়া এক পোস্টে তিনি এ প্রতিক্রিয়া জানান। পোস্টে ডা. মাহমুদা মিতু লেখেন, 'আজ এতদিন অধিবেশন, মির্জা আব্বাস ভাই অসুস্থ। শত রাজনৈতিক মতবিরোধ থাকতে পারে, কিন্তু অসুস্থ শুনেই খারাপ লাগছে। আল্লাহ উনাকে দ্রুত সুস্থতা দান করুন। আমিন।' এর আগে বুধবার (১১ মার্চ) ইফতারের সময় গাড়ি পাল করার সময় হঠাৎ তিনি জ্ঞান হারান। অবস্থার উন্নতি না হওয়ায় গভীর রাতে তাকে দ্রুত হাসপাতালে নেওয়া হয়। বর্তমানে তিনি রাজধানীর এভারকেয়ার হাসপাতালে বিশেষজ্ঞ চিকিৎসকদের তত্ত্বাবধানে আছেন। বিষয়টি গণমাধ্যমকে নিশ্চিত করেছেন মির্জা আব্বাসের সহধর্মিণী এবং জাতীয়তাবাদী মহিলা দলের সভানেত্রী আফরোজা আব্বাস। <box>355 732 516 816</box>
article-headline: ভিজিএফের চালের বস্তায় হাসিনার স্লোগান! <box>374 318 498 348</box>
article-headline: জ্বালানি তেলের সরবরাহ নিয়ে নতুন নির্দেশনা <box>362 165 509 195</box>
article-byline: নিজস্ব প্রতিবেদক <box>526 113 567 120</box>
news-column-3 <box>350 62 521 906</box>
masthead-wordmark <box>559 18 692 52</box>
article-headline: মির্জা আব্বাস অসুস্থ শুনেই খারাপ লাগছে: ডা. মাহমুদা মিতু <box>359 688 512 718</box>
news-column-4 <box>521 62 692 906</box>
masthead-website: www.ajkerjanabani.com <box>648 52 692 58</box>
article-paragraph: যুবকদের দূতাবাসে চাকরি দেওয়ার নামে প্রতারণার ঘটনায় রাজধানীর মিরপুর এলাকা থেকে দুজনকে গ্রেফতার করেছে গোয়েন্দা পুলিশ (ডিবি)। গ্রেফতাররা হলেন মো. শহরজান ইসলাম নান্টু (৪৬) ও মো. বাপ্পু মিয়া (৪৩)। বুধবার (১০ মার্চ) রাত সাড়ে ১০টার দিকে মিরপুর দারুস সালাম থানাধীন মাজার রোডের আনসার ক্যাম্প মার্কেটে অভিযান পরিচালনা করে তাদের গ্রেফতার করা হয়। এ সময় তাদের কাছ থেকে বিপুল পরিমাণ জাল নথি, সিল, পাসপোর্ট ও ইলেকট্রনিক ডিভাইস জব্দ করা হয়েছে। বৃহস্পতিবার দুপুরে ডিএমপির উপ-কমিশনার (ডিসি মিডিয়া) মুহাম্মদ তালেবুর রহমান বিষয়টি নিশ্চিত করেছেন। ডিবি সূত্রে জানা যায়, গোপন সংবাদের ভিত্তিতে মাজার রোড এলাকায় 'মায়ের দোয়া ফটোকপি আনন্দ কম্পিউটার' দোকানে অভিযান পরিচালনা করা হয়। এ সময় আসল ভুয়া মুক্তবুট দূতাবাসের চাকরির নামে তৈরি বিভিন্ন জাল কাগজপত্র, নিয়োগপত্র, সরকারি ভুয়া সার্ভিসের পত্র, নন-জুডিশিয়াল স্ট্যাম্প, একাধিক সিম ও পাঁচটি ফোন, দুটি হার্ডডিস্ক, একটি এনআইডি কার্ডসহ বিভিন্ন আলামত জব্দ করা হয়। ডিবি সূত্রে আরও জানা যায়, প্রতারকরা দূতাবাসে চাকরি দেওয়ার প্রলোভন দেখিয়ে বিভিন্ন মানুষের কাছ থেকে মোটা অঙ্কের টাকা হাতিয়ে নিত। তাদের বিরুদ্ধে প্রতারণাসহ নিয়োগপত্র জালিয়াতির মামলা করা হয়েছে। এ ঘটনায় গ্রেফতারদের বিরুদ্ধে ও ঘটনার সঙ্গে জড়িত অন্যদের বিরুদ্ধে আইনানুগ ব্যবস্থা প্রক্রিয়াধীন। <box>526 301 687 411</box>
article-paragraph: পবিত্র ঈদুল ফিতরের আনন্দ ভাগাভাগি করে নিতে কুড়িগ্রামের কর্মহীন ও অসহায় মানুষের মাঝে খাদ্যসামগ্রী বিতরণ করেছে স্বেচ্ছাসেবী সংগঠন 'ট্রাই ফাউন্ডেশন'। বৃহস্পতিবার কুড়িগ্রাম শহীদ মিনার চত্বরে শহরের বিভিন্ন বস্তি ও চর এলাকার দুই শতাধিক পরিবারের হাতে এসব উপহার তুলে দেওয়া হয়। বিতরণকৃত খাদ্যসামগ্রীর মধ্যে ছিল ৫ কেজি চাল, ১ কেজি মসুর ডাল, ২ কেজি আলু, ১ কেজি লবণ, ১ প্যাকেট সেমাই, ১ কেজি চিনি ও ১ প্যাকেট গুঁড়া দুধ। ঈদের আগে এমন সহায়তা পেয়ে খুশি চরাঞ্চল ও বস্তির অসহায় মানুষজন। অনুষ্ঠানে উপস্থিত ছিলেন জেলা বিএনপির মুখ্য আহ্বায়ক অধ্যাপক হাসিবুর রহমান হাসিব, কুড়িগ্রাম প্রেসক্লাবের সাধারণ সম্পাদক মমতাজ উদ্দিন, টেলিভিশন সাংবাদিক ফোরামের সভাপতি ইউসুফ আলমগীর, স্থানীয় সাংস্কৃতিক ও সামাজিক সংগঠনের নেতৃবৃন্দ। আয়োজক সংগঠনের পক্ষে উপদেষ্টা হিসেবে ছিলেন আই প্রতিনিধি শ্যামল ভৌমিক। এ সময় অধ্যাপক হাসিবুর রহমান হাসিব বলেন, ট্রাই ফাউন্ডেশন দীর্ঘ দিন ধরে শীত, খরা ও ঈদের সময় অসহায় মানুষের পাশে দাঁড়িয়ে আসছে। সরকারের পাশাপাশি এমন স্বেচ্ছাসেবী সংগঠনগুলো এগিয়ে আসলে দরিদ্র মানুষের ঈদ আনন্দ আরও বেড়ে যাবে। সবাই মিলে ঈদের খুশি ভাগাভাগি করা সম্ভব হবে। <box>526 795 688 892</box>
article-headline: এবার খেজুরের হিসাব দিলেন মাসুদ সাঈদী <box>365 573 506 603</box>
article-headline: বিনিয়োগ স্থবিরতার মাঝেও <box>198 235 331 249</box>
article-paragraph: পারি না। প্রথমত, তিনি সব খুনের সহযোগী ছিলেন। তার আমলে যে <box>184 817 313 822</box>
article-paragraph: ত্রয়োদশ জাতীয় সংসদের ডেপুটি স্পিকার নির্বাচিত হয়েছেন নেত্রকোনা-১ আসনের সংসদ সদস্য ও ভূমি প্রতিমন্ত্রী ব্যারিস্টার কায়সার কামাল। বৃহস্পতিবার (১২ মার্চ) বিএনপির স্থায়ী কমিটির সদস্য ড. খন্দকার মোশাররফ হোসেনের সভাপতিত্বে ত্রয়োদশ জাতীয় সংসদে ডেপুটি স্পিকার পদে একটি মনোনয়ন উত্থাপিত হয়। এই পদে একাধিক মনোনয়ন পেয়েছেন বলে জানান সভাপতি খন্দকার মোশাররফ। নাটোর সদর আসনের সংসদ সদস্য রুহুল কুদ্দুস তালুকদার দুলু ডেপুটি স্পিকার হিসেবে কায়সার কামালের নাম প্রস্তাব করলে তা সমর্থন করেন লক্ষ্মীপুর-৪ আসনের বিএনপির সংসদ সদস্য এনিএম আশরাফ উদ্দিন নিজান। পরে কণ্ঠভোটেই বিনা প্রতিদ্বন্দ্বিতায় সংসদের ডেপুটি স্পিকার নির্বাচিত হন কায়সার কামাল। এর আগে একই প্রক্রিয়ায় সংসদের স্পিকার নির্বাচন করা হয়। স্পিকার নির্বাচিত হন বিএনপির স্থায়ী কমিটির সদস্য ও অবসরপ্রাপ্ত মেজর হাফিজ উদ্দিন আহমেদ। এই পদে অন্য কেউ না থাকায় হাফিজ উদ্দিন সর্বসম্মতক্রমে ও বিনা প্রতিদ্বন্দ্বিতায় স্পিকার নির্বাচিত হন। স্পিকার ও ডেপুটি স্পিকার নির্বাচনের আগে প্রথম অধিবেশন শুরু হয় স্পিকার ছাড়াই। বিগত স্পিকার পদত্যাগ ও ডেপুটি স্পিকার কারাগারে থাকায় সংসদ নেতার প্রস্তাবে ড. খন্দকার মোশাররফ হোসেনের সভাপতিত্বে অধিবেশন শুরু হয়। যদিও স্পিকার হিসেবে কাকে বিএনপি সমর্থন করা হবে তা অধিবেশন <box>13 714 174 818</box>
article-byline: কমলনগর (লক্ষ্মীপুর) প্রতিনিধি <box>355 353 426 360</box>
section-title: প্রথম পৃষ্ঠার পর <box>284 18 412 43</box>
masthead-brand-part2: জনবাণী <box>625 18 692 52</box>
page-header <box>8 6 692 59</box>
article-headline: উল্টে যাওয়া কাভার্ড <box>215 617 313 631</box>
article-subhead: সুন্দরবনের ডাকাত করিম <box>59 244 127 252</box>
article-subhead: ডেপুটি স্পিকার কায়সার কামাল <box>51 703 136 712</box>
article-paragraph: দেলাওয়ার হোসাইন সাঈদীর ছেলে ও পিরোজপুর-১ (সদর-নাজিরপুর-ইন্দুরকানি) আসনের সংসদ সদস্য মাসুদ সাঈদী অনুদানে পাওয়া খেজুরের হিসাব দিলেন। তিনি জানিয়েছেন, পিরোজপুর জেলার উপজেলা নির্বাহী অফিসারদের অনুকূলে আসার সর্বমোট ১৬৯ কার্টন খেজুর পেয়েছি। তার মধ্যে পিরোজপুর সদর উপজেলা ১৬ কার্টন, নাজিরপুর উপজেলা ৪৬ কার্টন, জিয়ানগর উপজেলা ১৪ কার্টন পেয়েছে। বুধবার (১১ মার্চ) রাত ৮টার দিকে নিজের ভেরিফায়েড ফেসবুক আইডিতে তিনি এর পরিপ্রেক্ষিতে এ তথ্য জানিয়েছেন। পাঠকদের জন্য মাসুদ সাঈদীর পোস্টটি হুবহু তুলে ধরা হলো- 'একটি বিষয় আপনাদের জানা প্রয়োজন, বাংলাদেশ সরকার বাৎসরিক কোনো দিন কার্টনে খেজুর দেয়নি। আজকের এ খেজুর সৌদি সরকার কর্তৃক প্রতি বছর (আমার জানামতে ৮০-এর দশক থেকে) সৌদি সরকারের পক্ষ থেকে বাংলাদেশের জনগণের জন্য উপহার হিসেবে আসে। এরই ধারাবাহিকতায় এবারও সৌদি সরকারের করুণা নয় বাংলাদেশের জনগণের উপহার।' <box>355 605 516 682</box>
